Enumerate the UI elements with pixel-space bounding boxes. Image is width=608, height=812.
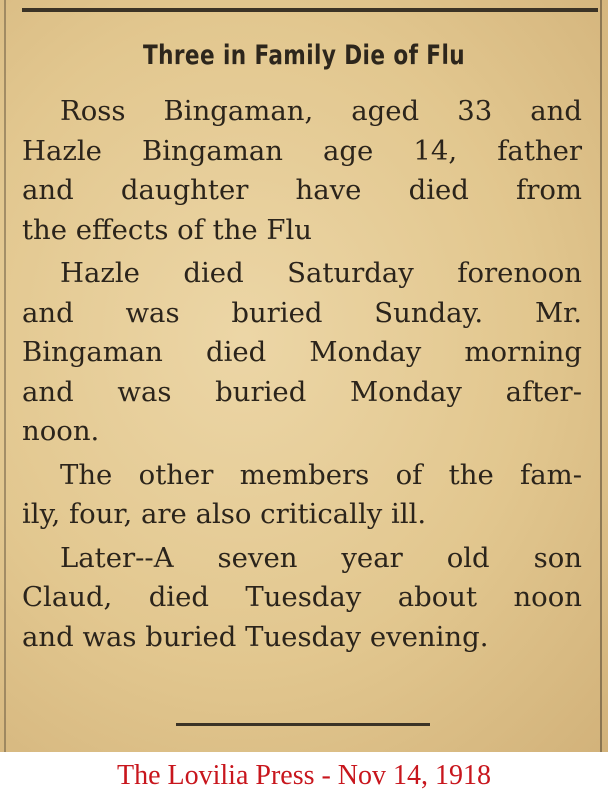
top-column-rule xyxy=(22,8,598,12)
text-line: Hazle died Saturday forenoon xyxy=(60,257,582,289)
bottom-article-rule xyxy=(176,723,430,726)
text-line: Claud, died Tuesday about noon xyxy=(22,581,582,613)
article-body xyxy=(22,92,582,661)
text-line: Hazle Bingaman age 14, father xyxy=(22,134,582,167)
text-line: and was buried Sunday. Mr. xyxy=(22,296,582,329)
left-column-rule xyxy=(4,0,6,752)
article-headline: Three in Family Die of Flu xyxy=(142,40,466,71)
text-line: Later--A seven year old son xyxy=(60,541,582,574)
text-line: the effects of the Flu xyxy=(22,213,313,246)
paragraph-1 xyxy=(22,92,582,250)
paragraph-2 xyxy=(22,254,582,452)
right-column-rule xyxy=(600,0,602,752)
paragraph-4 xyxy=(22,539,582,658)
text-line: Ross Bingaman, aged 33 and xyxy=(60,95,582,127)
text-line: and was buried Tuesday evening. xyxy=(22,620,489,653)
text-line: and daughter have died from xyxy=(22,174,582,206)
paragraph-3 xyxy=(22,456,582,535)
text-line: Bingaman died Monday morning xyxy=(22,336,582,368)
text-line: The other members of the fam- xyxy=(60,458,582,491)
source-caption: The Lovilia Press - Nov 14, 1918 xyxy=(116,760,492,791)
text-line: ily, four, are also critically ill. xyxy=(22,498,427,530)
text-line: and was buried Monday after- xyxy=(22,375,582,408)
text-line: noon. xyxy=(22,415,100,447)
